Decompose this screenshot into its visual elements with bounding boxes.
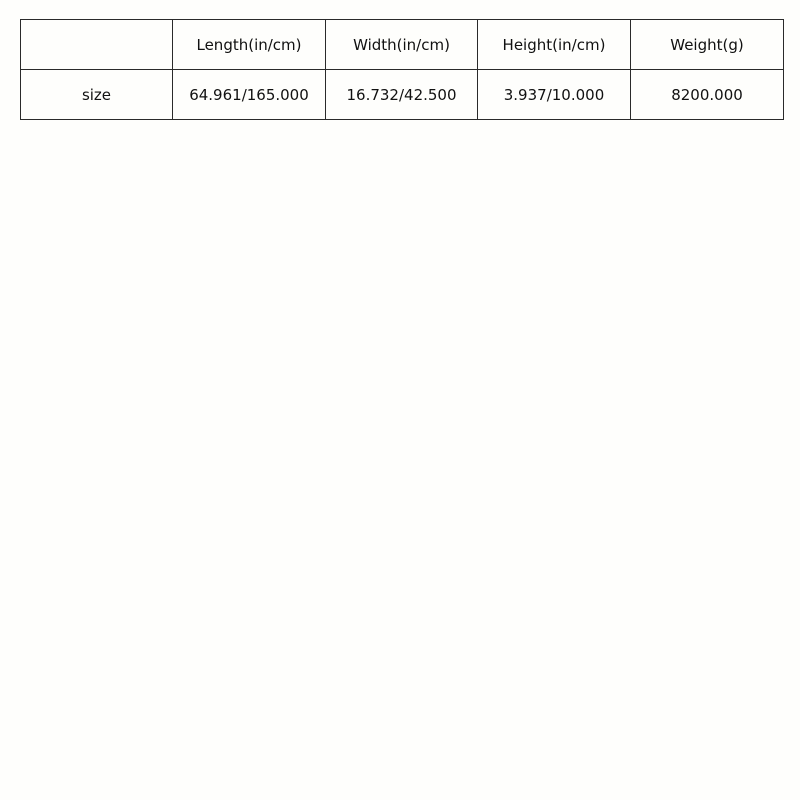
header-cell-width: Width(in/cm) [326,20,478,70]
table-row [21,70,784,120]
size-spec-table [20,19,784,120]
row-label-size: size [21,70,173,120]
table-header-row [21,20,784,70]
cell-width-value: 16.732/42.500 [326,70,478,120]
cell-height-value: 3.937/10.000 [478,70,631,120]
header-cell-length: Length(in/cm) [173,20,326,70]
header-cell-height: Height(in/cm) [478,20,631,70]
header-cell-empty [21,20,173,70]
cell-weight-value: 8200.000 [631,70,784,120]
header-cell-weight: Weight(g) [631,20,784,70]
cell-length-value: 64.961/165.000 [173,70,326,120]
